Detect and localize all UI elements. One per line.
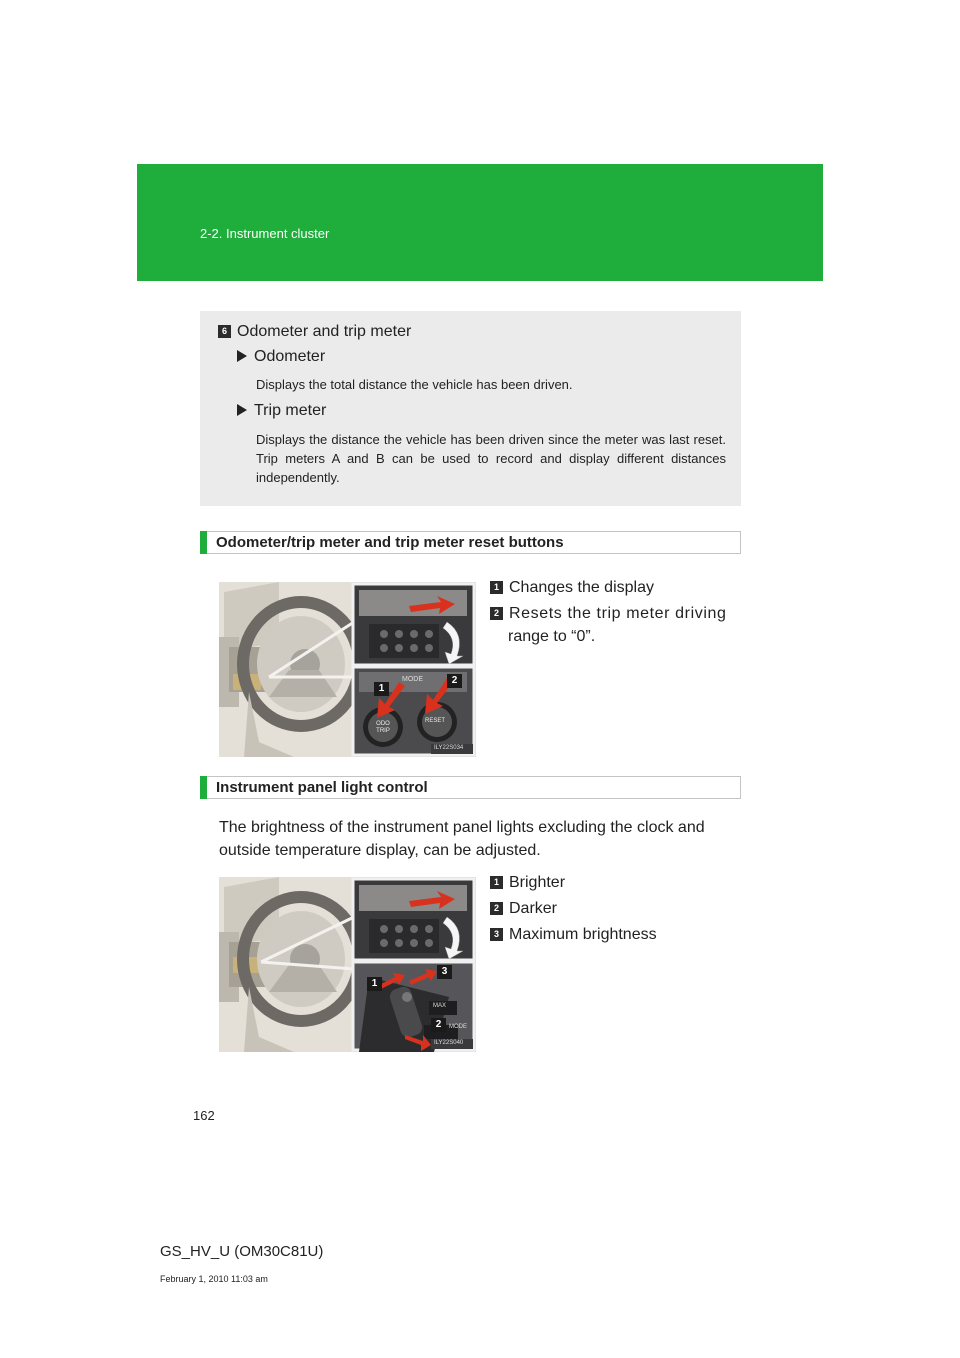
callout-number-1: 1 bbox=[371, 978, 378, 989]
trip-meter-heading bbox=[237, 402, 326, 420]
odometer-description: Displays the total distance the vehicle has been driven. bbox=[256, 377, 573, 392]
info-box bbox=[200, 311, 741, 506]
callout-number-2: 2 bbox=[451, 675, 458, 686]
list-item bbox=[490, 874, 565, 892]
trip-meter-label: Trip meter bbox=[254, 402, 327, 419]
list-item bbox=[490, 605, 740, 623]
list-item-text: Changes the display bbox=[509, 579, 654, 596]
section-header-band bbox=[137, 164, 823, 281]
trip-meter-description: Displays the distance the vehicle has been driven since the meter was last reset. Trip meters A and B can be used to record and display different distances independently. bbox=[256, 432, 726, 485]
triangle-bullet-icon bbox=[237, 404, 247, 416]
section-body-text: The brightness of the instrument panel lights excluding the clock and outside temperature display, can be adjusted. bbox=[219, 819, 705, 859]
figure-code: ILY22S034 bbox=[434, 745, 464, 751]
info-box-title bbox=[218, 323, 411, 341]
section-title: 2-2. Instrument cluster bbox=[200, 226, 330, 241]
number-badge-icon: 2 bbox=[490, 607, 503, 620]
odometer-label: Odometer bbox=[254, 348, 326, 365]
section-accent-bar bbox=[200, 531, 207, 554]
number-badge-icon: 2 bbox=[490, 902, 503, 915]
figure-code: ILY22S040 bbox=[434, 1040, 464, 1046]
list-item bbox=[490, 579, 654, 597]
illustration-panel-light bbox=[219, 877, 476, 1052]
callout-number-3: 3 bbox=[441, 966, 448, 977]
list-item-text: Darker bbox=[509, 900, 558, 917]
section-heading-panel-light bbox=[200, 776, 741, 799]
number-badge-icon: 1 bbox=[490, 876, 503, 889]
list-item-text: Maximum brightness bbox=[509, 926, 657, 943]
page-number: 162 bbox=[193, 1108, 215, 1123]
number-badge-icon: 1 bbox=[490, 581, 503, 594]
document-date: February 1, 2010 11:03 am bbox=[160, 1274, 268, 1284]
button-label-odo-trip: ODO TRIP bbox=[376, 721, 390, 734]
illustration-reset-buttons bbox=[219, 582, 476, 757]
section-heading-text: Instrument panel light control bbox=[216, 779, 428, 796]
callout-number-1: 1 bbox=[378, 683, 385, 694]
callout-number-2: 2 bbox=[435, 1019, 442, 1030]
section-accent-bar bbox=[200, 776, 207, 799]
button-label-max: MAX bbox=[433, 1003, 447, 1009]
section-heading-reset-buttons bbox=[200, 531, 741, 554]
document-id: GS_HV_U (OM30C81U) bbox=[160, 1243, 324, 1260]
button-label-mode: MODE bbox=[402, 676, 423, 683]
list-item-continuation: range to “0”. bbox=[508, 628, 596, 645]
button-label-reset: RESET bbox=[425, 718, 446, 724]
number-badge-icon: 6 bbox=[218, 325, 231, 338]
list-item-text: Brighter bbox=[509, 874, 566, 891]
info-box-title-text: Odometer and trip meter bbox=[237, 323, 412, 340]
list-item-text: Resets the trip meter driving bbox=[509, 605, 727, 622]
section-heading-text: Odometer/trip meter and trip meter reset buttons bbox=[216, 534, 564, 551]
odometer-heading bbox=[237, 348, 325, 366]
list-item bbox=[490, 900, 557, 918]
triangle-bullet-icon bbox=[237, 350, 247, 362]
number-badge-icon: 3 bbox=[490, 928, 503, 941]
list-item bbox=[490, 926, 657, 944]
button-label-mode: MODE bbox=[449, 1024, 467, 1030]
